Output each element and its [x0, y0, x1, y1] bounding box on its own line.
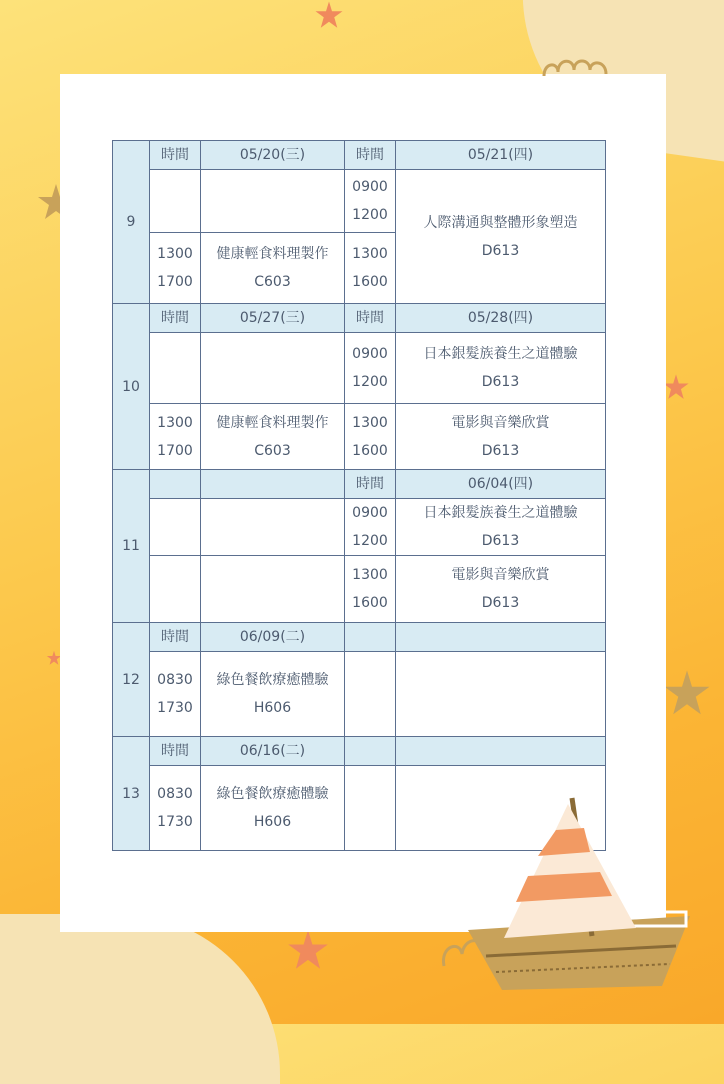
week-number: 10 [113, 304, 150, 470]
table-row [113, 404, 606, 470]
time-cell [345, 499, 396, 556]
table-row [113, 652, 606, 737]
starfish-icon [662, 372, 690, 402]
end-time: 1200 [352, 207, 388, 223]
time-header [345, 623, 396, 652]
time-cell [345, 556, 396, 623]
start-time: 0830 [157, 672, 193, 688]
time-cell [150, 499, 201, 556]
course-cell [396, 499, 606, 556]
course-cell [201, 556, 345, 623]
time-cell [150, 333, 201, 404]
time-cell [345, 333, 396, 404]
course-cell [201, 233, 345, 304]
time-cell [150, 652, 201, 737]
course-name: 電影與音樂欣賞 [451, 567, 550, 583]
start-time: 1300 [352, 567, 388, 583]
end-time: 1700 [157, 442, 193, 459]
time-cell [150, 170, 201, 233]
start-time: 0900 [352, 505, 388, 521]
week-number: 12 [113, 623, 150, 737]
time-cell [345, 404, 396, 470]
end-time: 1730 [157, 814, 193, 830]
date-header [396, 737, 606, 766]
room-code: C603 [254, 442, 291, 459]
date-header: 05/20(三) [201, 141, 345, 170]
week-number: 9 [113, 141, 150, 304]
course-name: 綠色餐飲療癒體驗 [216, 786, 329, 802]
time-header: 時間 [150, 737, 201, 766]
end-time: 1600 [352, 274, 388, 290]
date-header: 06/04(四) [396, 470, 606, 499]
time-header: 時間 [150, 623, 201, 652]
course-name: 日本銀髮族養生之道體驗 [423, 505, 578, 521]
table-row-header [113, 737, 606, 766]
time-cell [150, 766, 201, 851]
schedule-table [112, 140, 606, 851]
room-code: C603 [254, 274, 291, 290]
time-cell [345, 170, 396, 233]
room-code: D613 [481, 442, 520, 459]
course-name: 人際溝通與整體形象塑造 [423, 214, 578, 231]
course-cell [396, 333, 606, 404]
background-blob-bottom-left [0, 914, 280, 1084]
time-cell [150, 233, 201, 304]
start-time: 0830 [157, 786, 193, 802]
room-code: H606 [253, 814, 292, 830]
room-code: D613 [481, 595, 520, 611]
start-time: 1300 [157, 246, 193, 262]
time-header: 時間 [345, 304, 396, 333]
starfish-icon [276, 928, 340, 972]
time-header: 時間 [345, 470, 396, 499]
course-name: 綠色餐飲療癒體驗 [216, 672, 329, 688]
table-row-header [113, 304, 606, 333]
time-cell [345, 233, 396, 304]
time-header: 時間 [150, 141, 201, 170]
course-cell [201, 170, 345, 233]
time-header: 時間 [150, 304, 201, 333]
time-header [150, 470, 201, 499]
date-header: 06/16(二) [201, 737, 345, 766]
table-row-header [113, 470, 606, 499]
course-name: 日本銀髮族養生之道體驗 [423, 346, 578, 362]
start-time: 1300 [157, 414, 193, 431]
course-cell [201, 404, 345, 470]
week-number: 11 [113, 470, 150, 623]
table-row [113, 170, 606, 233]
course-cell [201, 652, 345, 737]
end-time: 1700 [157, 274, 193, 290]
date-header: 05/28(四) [396, 304, 606, 333]
table-row-header [113, 623, 606, 652]
starfish-icon [312, 0, 346, 30]
start-time: 1300 [352, 246, 388, 262]
week-number: 13 [113, 737, 150, 851]
course-cell [201, 766, 345, 851]
wave-swirl-icon [540, 54, 612, 80]
date-header: 06/09(二) [201, 623, 345, 652]
room-code: D613 [481, 374, 520, 390]
room-code: H606 [253, 700, 292, 716]
course-name: 健康輕食料理製作 [216, 246, 329, 262]
course-cell [396, 652, 606, 737]
course-cell [201, 499, 345, 556]
table-row-header [113, 141, 606, 170]
sailboat-icon [440, 790, 710, 1000]
end-time: 1600 [352, 442, 388, 459]
room-code: D613 [481, 533, 520, 549]
time-cell [150, 556, 201, 623]
course-cell [201, 333, 345, 404]
end-time: 1730 [157, 700, 193, 716]
date-header: 05/21(四) [396, 141, 606, 170]
time-header [345, 737, 396, 766]
date-header [201, 470, 345, 499]
starfish-icon [662, 658, 712, 728]
course-name: 健康輕食料理製作 [216, 414, 329, 431]
time-cell [345, 766, 396, 851]
date-header: 05/27(三) [201, 304, 345, 333]
course-cell [396, 404, 606, 470]
table-row [113, 499, 606, 556]
table-row [113, 556, 606, 623]
date-header [396, 623, 606, 652]
end-time: 1200 [352, 374, 388, 390]
end-time: 1200 [352, 533, 388, 549]
course-cell [396, 556, 606, 623]
course-cell [396, 170, 606, 304]
start-time: 0900 [352, 346, 388, 362]
time-header: 時間 [345, 141, 396, 170]
time-cell [345, 652, 396, 737]
course-name: 電影與音樂欣賞 [451, 414, 550, 431]
room-code: D613 [481, 242, 520, 259]
table-row [113, 333, 606, 404]
time-cell [150, 404, 201, 470]
start-time: 0900 [352, 179, 388, 195]
end-time: 1600 [352, 595, 388, 611]
start-time: 1300 [352, 414, 388, 431]
